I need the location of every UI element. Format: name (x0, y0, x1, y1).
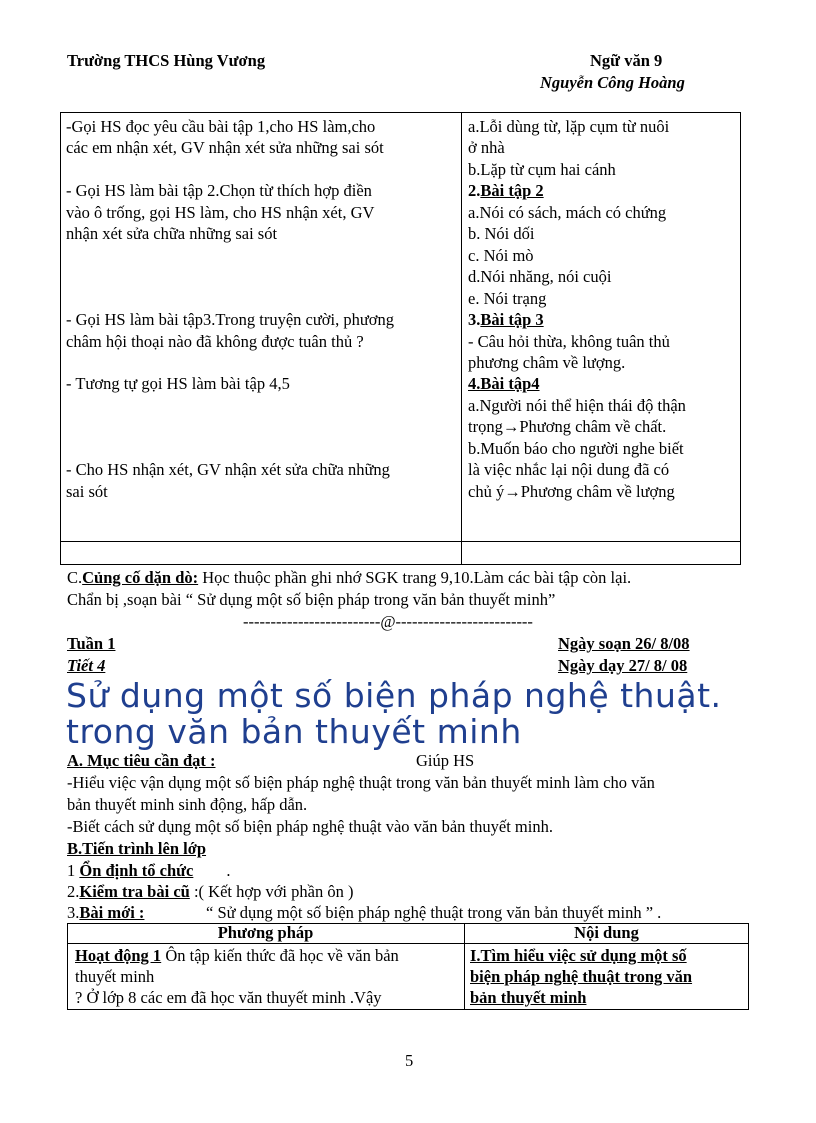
exercise-label: Bài tập 3 (480, 310, 544, 329)
step-number: 2. (67, 882, 80, 901)
period-label: Tiết 4 (67, 656, 106, 675)
step-label: Bài mới : (79, 903, 145, 922)
left-line: - Gọi HS làm bài tập 2.Chọn từ thích hợp điền (66, 181, 372, 200)
left-line: - Gọi HS làm bài tập3.Trong truyện cười, phương (66, 310, 395, 329)
left-line: - Tương tự gọi HS làm bài tập 4,5 (66, 374, 290, 393)
activity-line: thuyết minh (75, 967, 155, 986)
activity-line: ? Ở lớp 8 các em đã học văn thuyết minh .Vậy (75, 988, 382, 1007)
right-line: a.Người nói thể hiện thái độ thận (468, 396, 686, 415)
right-line: là việc nhắc lại nội dung đã có (468, 460, 670, 479)
objectives-help: Giúp HS (416, 751, 475, 770)
left-line: sai sót (66, 482, 108, 501)
step-number: 1 (67, 861, 80, 880)
divider: -------------------------@------------------------- (243, 612, 533, 631)
step-3-text: “ Sử dụng một số biện pháp nghệ thuật trong văn bản thuyết minh ” . (206, 903, 662, 922)
activity-label: Hoạt động 1 (75, 946, 162, 965)
prepared-date: Ngày soạn 26/ 8/08 (558, 634, 690, 653)
right-line: b.Lặp từ cụm hai cánh (468, 160, 616, 179)
right-line: - Câu hỏi thừa, không tuân thủ (468, 332, 670, 351)
table-header-divider (67, 943, 749, 944)
column-header-content: Nội dung (574, 923, 639, 942)
left-line: - Cho HS nhận xét, GV nhận xét sửa chữa những (66, 460, 390, 479)
left-line: châm hội thoại nào đã không được tuân thủ ? (66, 332, 364, 351)
text-part: Phương châm về chất. (519, 417, 667, 436)
exercise-3-heading (468, 309, 544, 330)
right-line: a.Nói có sách, mách có chứng (468, 203, 667, 222)
teacher-name: Nguyễn Công Hoàng (540, 73, 685, 92)
section-prefix: C. (67, 568, 83, 587)
arrow-right-icon: → (502, 417, 520, 436)
step-text: :( Kết hợp với phần ôn ) (189, 882, 354, 901)
subject: Ngữ văn 9 (590, 51, 663, 70)
preparation-line: Chẩn bị ,soạn bài “ Sử dụng một số biện pháp trong văn bản thuyết minh” (67, 590, 556, 609)
objective-line: -Biết cách sử dụng một số biện pháp nghệ thuật vào văn bản thuyết minh. (67, 817, 553, 836)
content-heading-line: biện pháp nghệ thuật trong văn (470, 967, 693, 986)
left-line: các em nhận xét, GV nhận xét sửa những sai sót (66, 138, 384, 157)
right-line: a.Lỗi dùng từ, lặp cụm từ nuôi (468, 117, 670, 136)
left-line: nhận xét sửa chữa những sai sót (66, 224, 278, 243)
exercise-label: Bài tập 2 (480, 181, 544, 200)
step-3 (67, 902, 144, 923)
lesson-title-line1: Sử dụng một số biện pháp nghệ thuật. (66, 676, 722, 715)
activity-text: Ôn tập kiến thức đã học về văn bản (161, 946, 399, 965)
table-divider (461, 112, 462, 565)
right-line: phương châm về lượng. (468, 353, 626, 372)
text-part: trọng (468, 417, 503, 436)
right-line: e. Nói trạng (468, 289, 547, 308)
procedure-heading: B.Tiến trình lên lớp (67, 839, 207, 858)
right-line: b.Muốn báo cho người nghe biết (468, 439, 684, 458)
table-row-divider (60, 541, 741, 542)
exercise-number: 3. (468, 310, 481, 329)
arrow-right-icon: → (504, 482, 521, 501)
exercise-number: 2. (468, 181, 481, 200)
objective-line: bản thuyết minh sinh động, hấp dẫn. (67, 795, 308, 814)
right-line: d.Nói nhăng, nói cuội (468, 267, 612, 286)
objectives-heading: A. Mục tiêu cần đạt : (67, 751, 216, 770)
left-line: vào ô trống, gọi HS làm, cho HS nhận xét, GV (66, 203, 375, 222)
consolidation-label: Củng cố dặn dò: (82, 568, 199, 587)
right-line (468, 481, 675, 502)
consolidation-line (67, 567, 631, 588)
step-tail: . (193, 861, 231, 880)
week-label: Tuần 1 (67, 634, 116, 653)
right-line (468, 416, 666, 437)
lesson-title-line2: trong văn bản thuyết minh (66, 712, 522, 751)
consolidation-text: Học thuộc phần ghi nhớ SGK trang 9,10.Làm các bài tập còn lại. (198, 568, 632, 587)
content-heading-line: bản thuyết minh (470, 988, 587, 1007)
right-line: ở nhà (468, 138, 505, 157)
column-header-method: Phương pháp (217, 923, 314, 942)
right-line: b. Nói dối (468, 224, 535, 243)
step-label: Ổn định tổ chức (79, 861, 194, 880)
activity-line (75, 945, 399, 966)
left-line: -Gọi HS đọc yêu cầu bài tập 1,cho HS làm,cho (66, 117, 376, 136)
exercise-4-heading: 4.Bài tập4 (468, 374, 540, 393)
step-number: 3. (67, 903, 80, 922)
objective-line: -Hiểu việc vận dụng một số biện pháp nghệ thuật trong văn bản thuyết minh làm cho văn (67, 773, 655, 792)
content-heading-line: I.Tìm hiểu việc sử dụng một số (470, 946, 687, 965)
text-part: Phương châm về lượng (520, 482, 675, 501)
exercise-2-heading (468, 180, 544, 201)
taught-date: Ngày dạy 27/ 8/ 08 (558, 656, 688, 675)
step-1 (67, 860, 230, 881)
step-2 (67, 881, 353, 902)
text-part: chủ ý (468, 482, 505, 501)
school-name: Trường THCS Hùng Vương (67, 51, 266, 70)
page-number: 5 (405, 1051, 414, 1070)
right-line: c. Nói mò (468, 246, 534, 265)
step-label: Kiểm tra bài cũ (79, 882, 190, 901)
